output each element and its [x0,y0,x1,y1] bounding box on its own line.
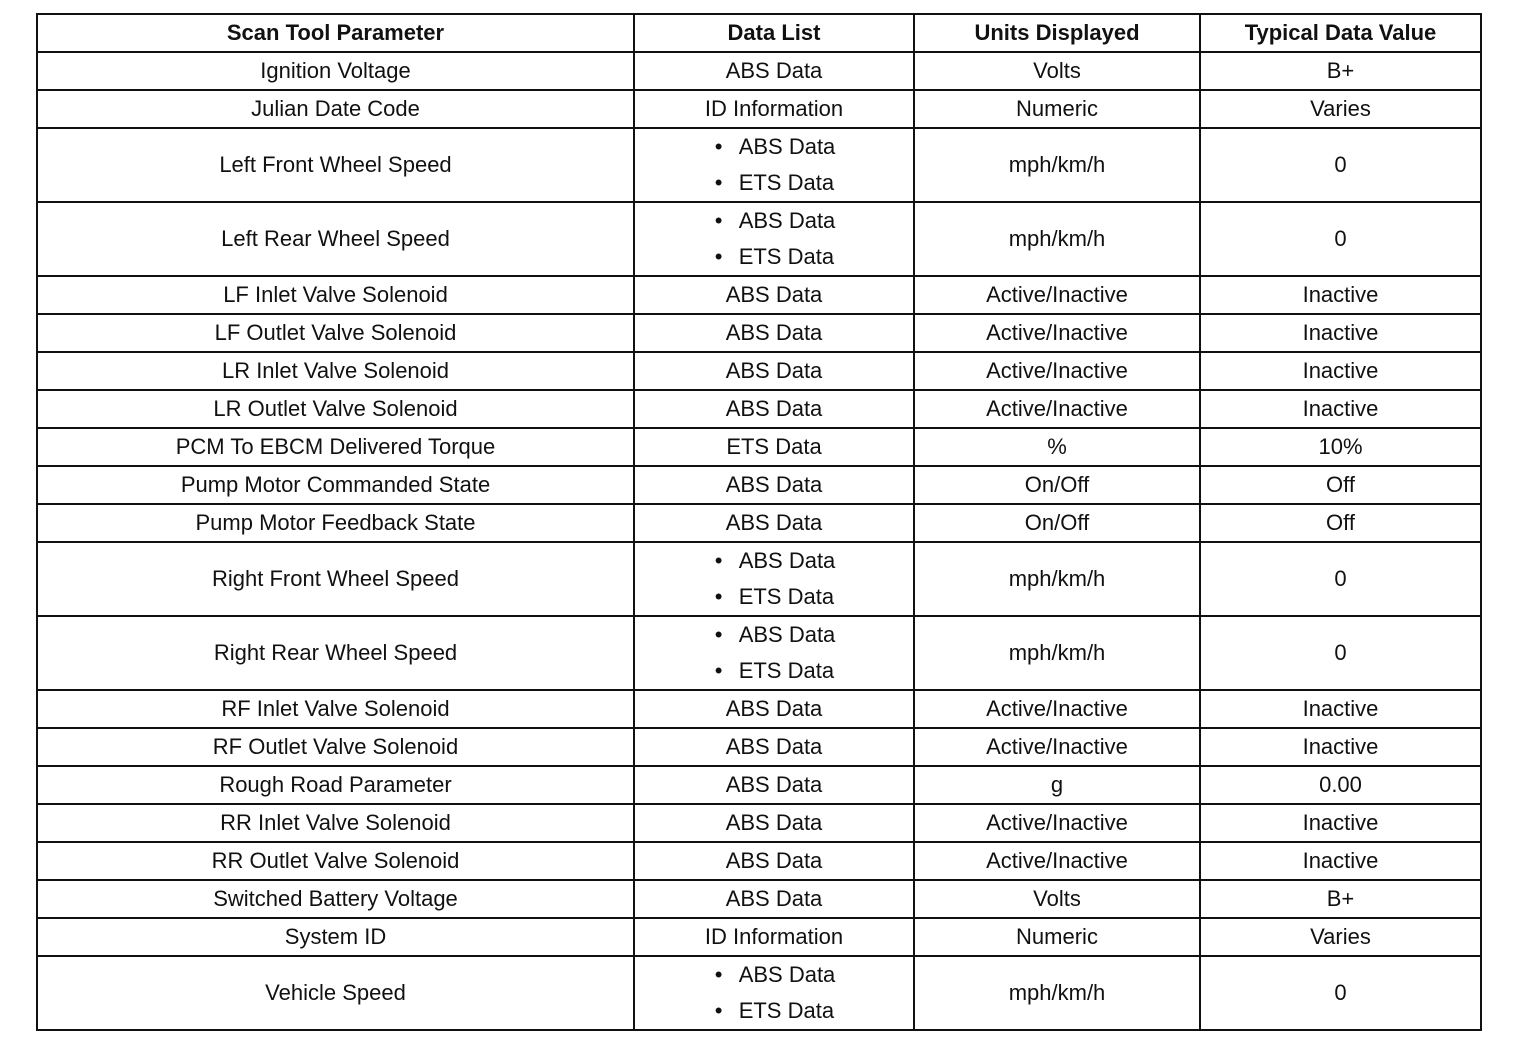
cell-units: mph/km/h [914,202,1200,276]
header-data-list: Data List [634,14,914,52]
table-row [37,918,1481,956]
cell-data-list [634,616,914,690]
cell-typical-value: Off [1200,466,1481,504]
table-row [37,728,1481,766]
cell-typical-value: Inactive [1200,842,1481,880]
cell-parameter: RF Outlet Valve Solenoid [37,728,634,766]
data-list-item: • ABS Data [713,203,836,239]
cell-data-list: ABS Data [634,728,914,766]
data-list-item: • ETS Data [713,165,836,201]
cell-typical-value: Inactive [1200,352,1481,390]
cell-units: Active/Inactive [914,352,1200,390]
cell-typical-value: Inactive [1200,728,1481,766]
cell-parameter: RR Outlet Valve Solenoid [37,842,634,880]
cell-typical-value: Inactive [1200,390,1481,428]
table-row [37,128,1481,202]
table-body [37,52,1481,1030]
cell-data-list: ABS Data [634,276,914,314]
cell-data-list: ABS Data [634,390,914,428]
cell-data-list: ABS Data [634,842,914,880]
cell-data-list: ETS Data [634,428,914,466]
cell-parameter: System ID [37,918,634,956]
cell-units: Numeric [914,918,1200,956]
cell-units: On/Off [914,466,1200,504]
cell-data-list [634,542,914,616]
cell-data-list: ABS Data [634,766,914,804]
data-list-item: • ABS Data [713,957,836,993]
table-row [37,428,1481,466]
cell-data-list [634,956,914,1030]
cell-parameter: LF Inlet Valve Solenoid [37,276,634,314]
cell-units: Active/Inactive [914,842,1200,880]
cell-parameter: Vehicle Speed [37,956,634,1030]
cell-parameter: LF Outlet Valve Solenoid [37,314,634,352]
cell-units: Active/Inactive [914,390,1200,428]
data-list-item: • ETS Data [713,239,836,275]
cell-data-list: ID Information [634,918,914,956]
cell-units: mph/km/h [914,128,1200,202]
cell-parameter: LR Outlet Valve Solenoid [37,390,634,428]
cell-typical-value: Inactive [1200,804,1481,842]
cell-typical-value: 0.00 [1200,766,1481,804]
header-scan-tool-parameter: Scan Tool Parameter [37,14,634,52]
table-row [37,352,1481,390]
cell-typical-value: 0 [1200,202,1481,276]
cell-parameter: Switched Battery Voltage [37,880,634,918]
data-list-item: • ETS Data [713,579,836,615]
data-list-bullets [713,957,836,1029]
cell-typical-value: Varies [1200,918,1481,956]
table-row [37,690,1481,728]
table-row [37,90,1481,128]
table-row [37,314,1481,352]
data-list-bullets [713,617,836,689]
cell-parameter: Pump Motor Commanded State [37,466,634,504]
table-header [37,14,1481,52]
cell-parameter: Julian Date Code [37,90,634,128]
cell-units: mph/km/h [914,956,1200,1030]
cell-typical-value: B+ [1200,880,1481,918]
cell-data-list: ABS Data [634,804,914,842]
cell-data-list: ABS Data [634,690,914,728]
cell-units: Active/Inactive [914,728,1200,766]
cell-units: Numeric [914,90,1200,128]
cell-units: Active/Inactive [914,690,1200,728]
cell-typical-value: 0 [1200,956,1481,1030]
cell-typical-value: 10% [1200,428,1481,466]
cell-typical-value: Inactive [1200,690,1481,728]
cell-typical-value: Inactive [1200,314,1481,352]
cell-data-list [634,202,914,276]
cell-typical-value: Inactive [1200,276,1481,314]
table-row [37,202,1481,276]
cell-data-list: ABS Data [634,352,914,390]
data-list-item: • ABS Data [713,129,836,165]
table-row [37,276,1481,314]
data-list-bullets [713,129,836,201]
table-row [37,504,1481,542]
table-row [37,804,1481,842]
cell-units: Active/Inactive [914,276,1200,314]
data-list-item: • ABS Data [713,617,836,653]
cell-typical-value: B+ [1200,52,1481,90]
data-list-item: • ABS Data [713,543,836,579]
cell-units: On/Off [914,504,1200,542]
data-list-item: • ETS Data [713,653,836,689]
table-row [37,956,1481,1030]
cell-parameter: Right Front Wheel Speed [37,542,634,616]
cell-units: mph/km/h [914,542,1200,616]
cell-data-list: ABS Data [634,466,914,504]
cell-units: g [914,766,1200,804]
table-row [37,880,1481,918]
table-row [37,766,1481,804]
cell-units: Active/Inactive [914,314,1200,352]
data-list-item: • ETS Data [713,993,836,1029]
cell-units: Active/Inactive [914,804,1200,842]
scan-tool-data-table [36,13,1482,1031]
cell-parameter: Left Front Wheel Speed [37,128,634,202]
cell-typical-value: 0 [1200,616,1481,690]
cell-parameter: RF Inlet Valve Solenoid [37,690,634,728]
table-row [37,52,1481,90]
header-typical-data-value: Typical Data Value [1200,14,1481,52]
cell-data-list: ID Information [634,90,914,128]
table-row [37,542,1481,616]
cell-data-list: ABS Data [634,504,914,542]
cell-parameter: Right Rear Wheel Speed [37,616,634,690]
cell-parameter: Rough Road Parameter [37,766,634,804]
header-units-displayed: Units Displayed [914,14,1200,52]
cell-parameter: Ignition Voltage [37,52,634,90]
data-list-bullets [713,203,836,275]
cell-units: % [914,428,1200,466]
cell-parameter: Pump Motor Feedback State [37,504,634,542]
cell-typical-value: Varies [1200,90,1481,128]
table-row [37,616,1481,690]
cell-units: Volts [914,880,1200,918]
table-row [37,390,1481,428]
cell-typical-value: 0 [1200,128,1481,202]
cell-data-list: ABS Data [634,880,914,918]
cell-typical-value: Off [1200,504,1481,542]
data-list-bullets [713,543,836,615]
cell-parameter: LR Inlet Valve Solenoid [37,352,634,390]
cell-units: mph/km/h [914,616,1200,690]
table-row [37,466,1481,504]
cell-parameter: Left Rear Wheel Speed [37,202,634,276]
table-row [37,842,1481,880]
cell-typical-value: 0 [1200,542,1481,616]
cell-parameter: PCM To EBCM Delivered Torque [37,428,634,466]
cell-units: Volts [914,52,1200,90]
cell-data-list [634,128,914,202]
cell-data-list: ABS Data [634,52,914,90]
cell-parameter: RR Inlet Valve Solenoid [37,804,634,842]
header-row [37,14,1481,52]
cell-data-list: ABS Data [634,314,914,352]
